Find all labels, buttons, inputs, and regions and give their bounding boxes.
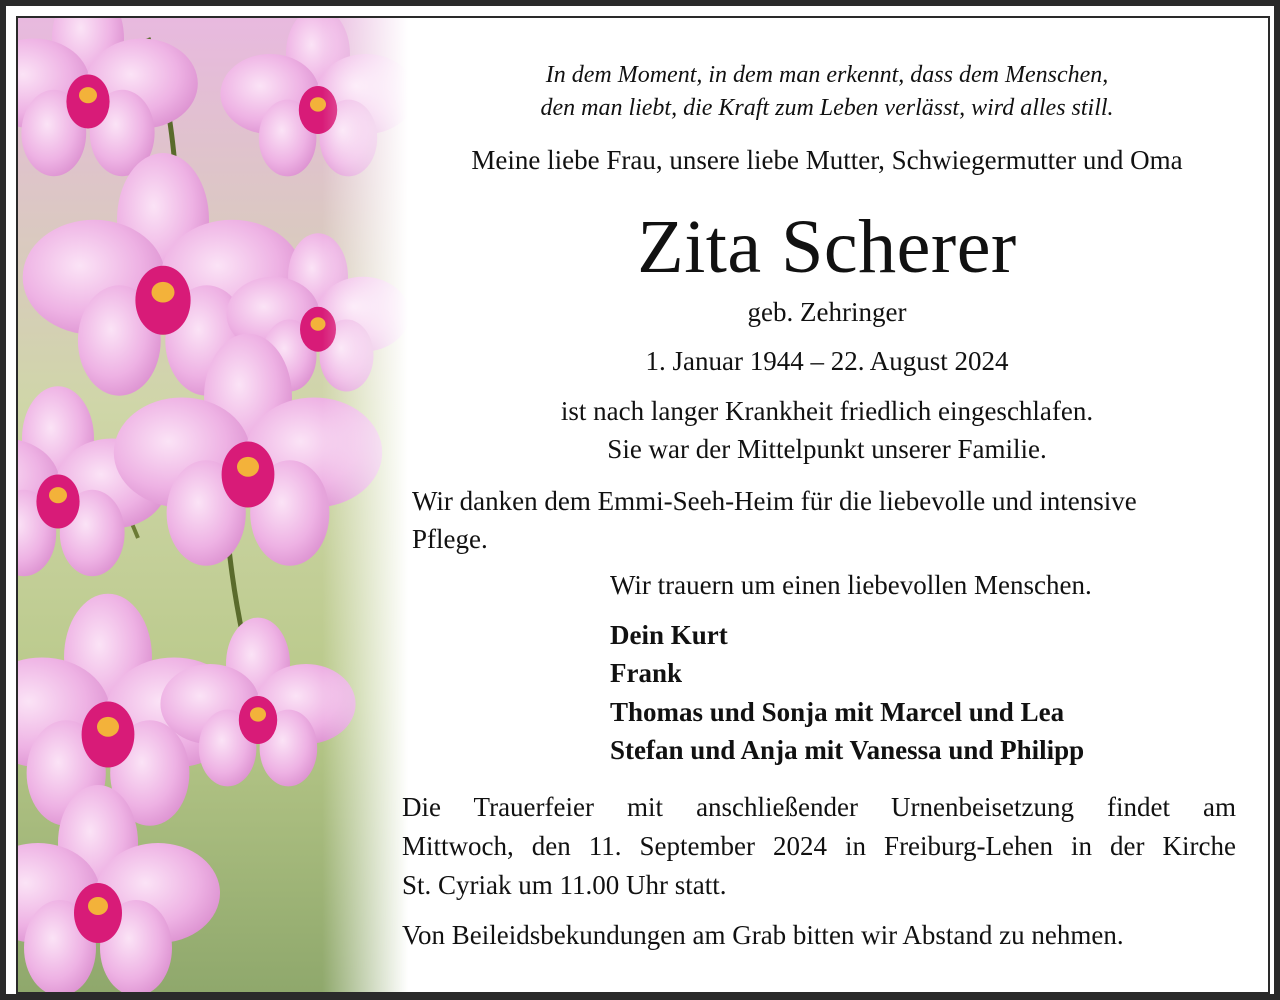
message-line-1: ist nach langer Krankheit friedlich eingeschlafen. [560,396,1094,426]
thanks-line-1: Wir danken dem Emmi-Seeh-Heim für die liebevolle und intensive [412,486,1137,516]
family-member: Stefan und Anja mit Vanessa und Philipp [610,735,1085,765]
deceased-name: Zita Scherer [637,205,1017,289]
quote-line-2: den man liebt, die Kraft zum Leben verlässt, wird alles still. [540,95,1114,121]
intro-text: Meine liebe Frau, unsere liebe Mutter, Schwiegermutter und Oma [471,145,1183,175]
life-dates: 1. Januar 1944 – 22. August 2024 [645,346,1009,376]
notice-text [402,18,1252,992]
birth-name: geb. Zehringer [747,297,907,327]
family-member: Thomas und Sonja mit Marcel und Lea [610,697,1065,727]
thanks-line-2: Pflege. [412,524,488,554]
orchid-image [18,18,408,992]
service-line-2: Mittwoch, den 11. September 2024 in Freiburg-Lehen in der Kirche [402,831,1236,861]
closing-text: Von Beileidsbekundungen am Grab bitten wir Abstand zu nehmen. [402,920,1124,950]
mourning-text: Wir trauern um einen liebevollen Menschen. [610,570,1092,600]
service-line-1: Die Trauerfeier mit anschließender Urnenbeisetzung findet am [402,792,1236,822]
family-member: Dein Kurt [610,620,728,650]
quote-line-1: In dem Moment, in dem man erkennt, dass dem Menschen, [545,62,1109,88]
service-line-3: St. Cyriak um 11.00 Uhr statt. [402,870,727,900]
family-member: Frank [610,658,683,688]
message-line-2: Sie war der Mittelpunkt unserer Familie. [607,434,1047,464]
notice-border [16,16,1270,994]
